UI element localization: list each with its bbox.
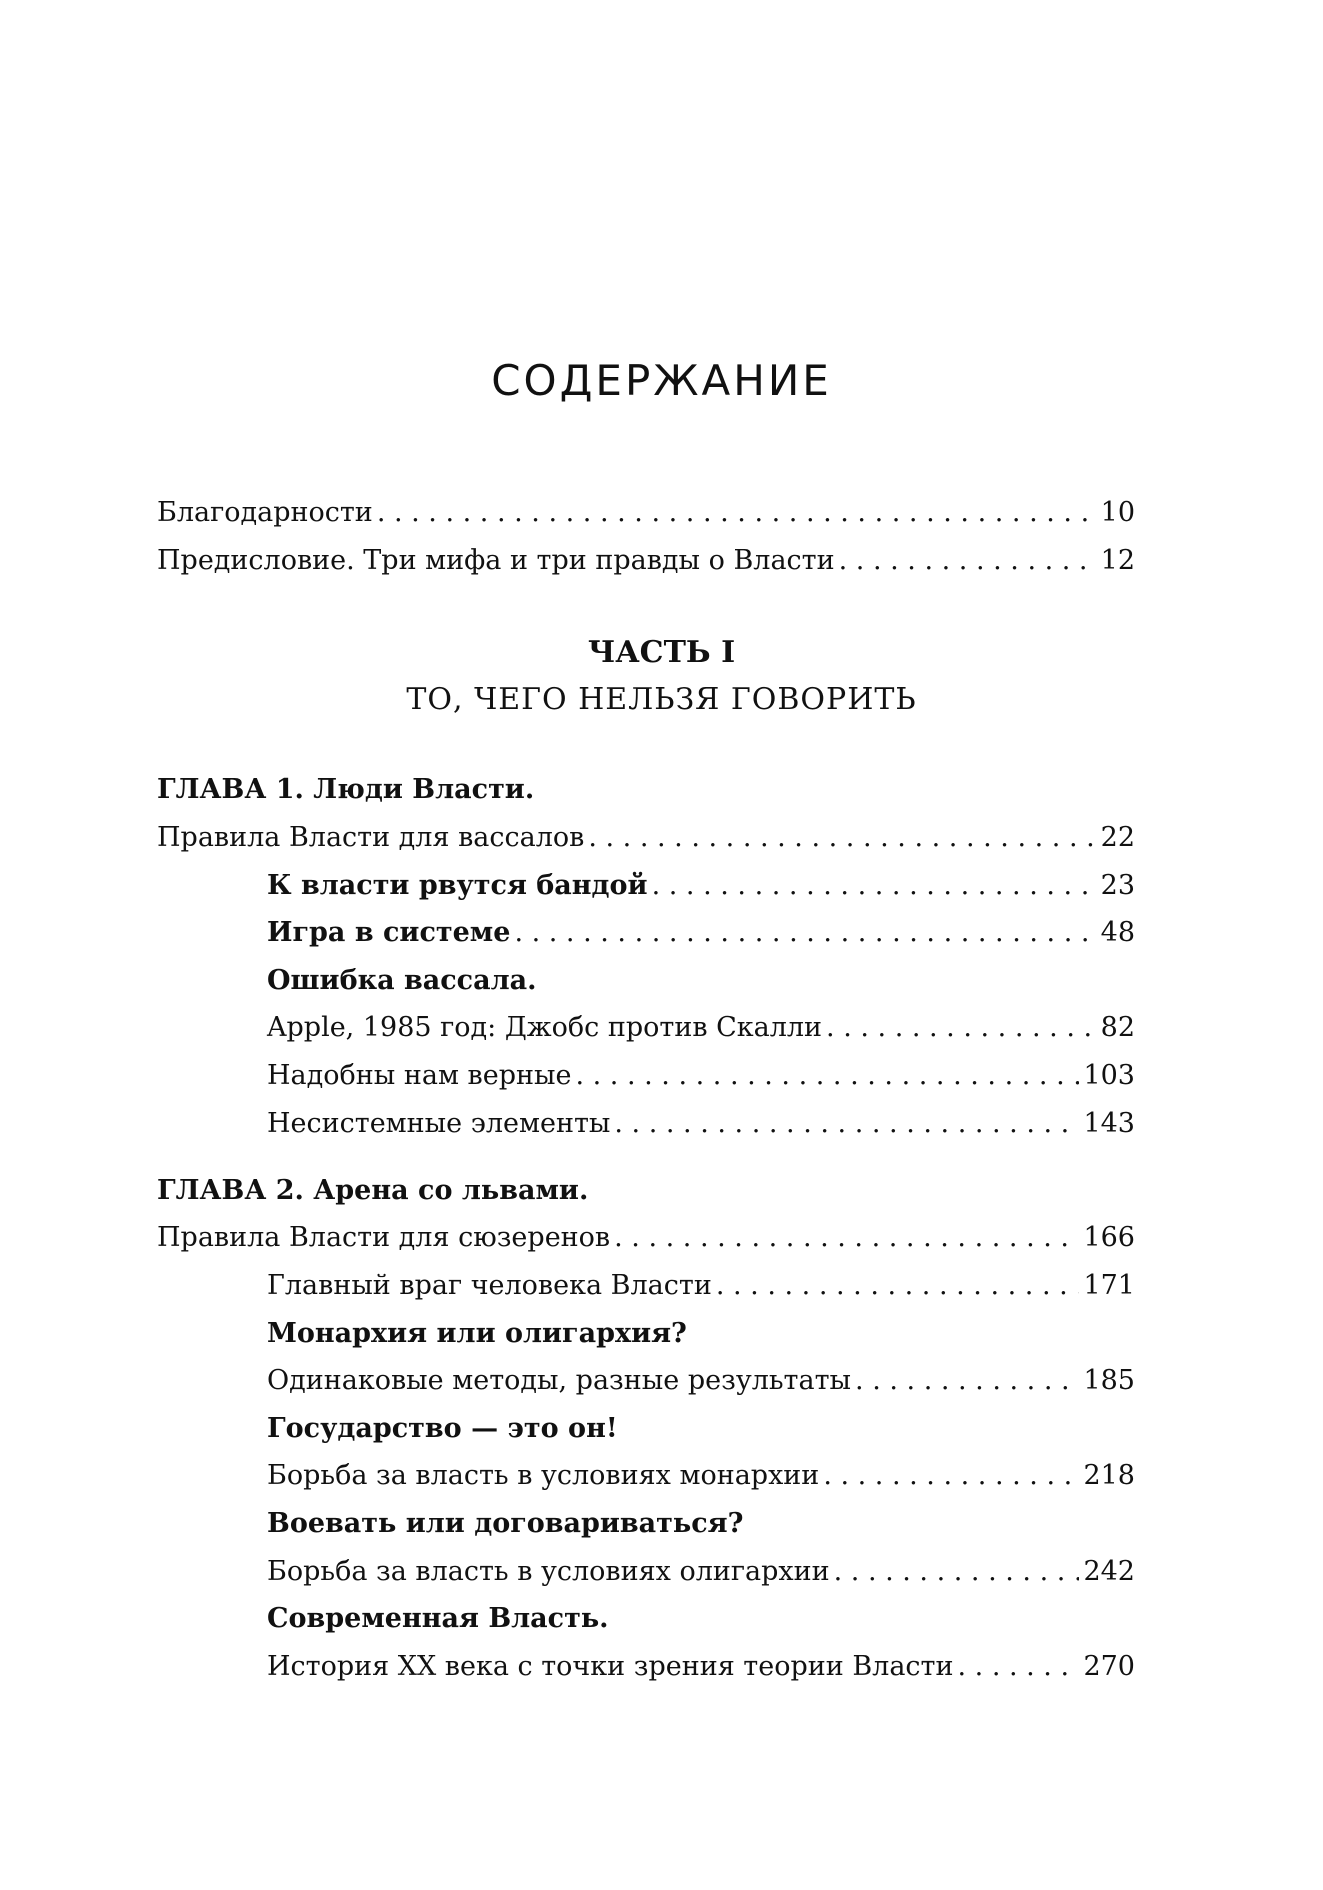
toc-entry[interactable] [157,822,1135,854]
part-title: ТО, ЧЕГО НЕЛЬЗЯ ГОВОРИТЬ [406,682,917,717]
section-heading: Современная Власть. [267,1603,609,1634]
chapter-1-heading: ГЛАВА 1. Люди Власти. [157,774,535,805]
dot-leader [377,497,1097,529]
toc-entry-title: Apple, 1985 год: Джобс против Скалли [267,1012,823,1043]
dot-leader [575,1060,1079,1092]
dot-leader [716,1270,1080,1302]
toc-entry-title: Правила Власти для сюзеренов [157,1222,611,1253]
toc-page-number: 22 [1100,822,1135,853]
page-title: СОДЕРЖАНИЕ [491,356,832,405]
toc-entry-title: История XX века с точки зрения теории Власти [267,1651,954,1682]
toc-page-number: 10 [1100,497,1135,528]
toc-page-number: 270 [1083,1651,1135,1682]
toc-page-number: 218 [1083,1460,1135,1491]
toc-entry[interactable] [267,870,1135,902]
dot-leader [652,870,1097,902]
toc-page-number: 185 [1083,1365,1135,1396]
dot-leader [588,822,1096,854]
toc-entry[interactable] [267,1012,1135,1044]
toc-page-number: 166 [1083,1222,1135,1253]
dot-leader [826,1012,1097,1044]
toc-entry-acknowledgements[interactable] [157,497,1135,529]
toc-entry-title: Предисловие. Три мифа и три правды о Власти [157,545,835,576]
dot-leader [855,1365,1079,1397]
toc-entry[interactable] [267,917,1135,949]
toc-page-number: 48 [1100,917,1135,948]
toc-page-number: 103 [1083,1060,1135,1091]
toc-page-number: 242 [1083,1556,1135,1587]
toc-page-number: 143 [1083,1108,1135,1139]
toc-entry-title: Несистемные элементы [267,1108,611,1139]
toc-entry-title: Борьба за власть в условиях монархии [267,1460,820,1491]
table-of-contents [157,0,1135,1890]
toc-entry[interactable] [267,1270,1135,1302]
toc-entry-title: К власти рвутся бандой [267,870,648,901]
toc-entry[interactable] [267,1556,1135,1588]
toc-entry[interactable] [267,1460,1135,1492]
toc-entry-title: Игра в системе [267,917,511,948]
toc-page-number: 12 [1100,545,1135,576]
toc-entry[interactable] [267,1365,1135,1397]
toc-page-number: 82 [1100,1012,1135,1043]
dot-leader [839,545,1097,577]
toc-entry[interactable] [267,1651,1135,1683]
toc-entry-title: Благодарности [157,497,373,528]
section-heading: Воевать или договариваться? [267,1508,744,1539]
dot-leader [614,1222,1079,1254]
dot-leader [823,1460,1079,1492]
section-heading: Монархия или олигархия? [267,1318,687,1349]
toc-page-number: 171 [1083,1270,1135,1301]
part-label: ЧАСТЬ I [587,635,736,670]
toc-entry[interactable] [267,1060,1135,1092]
toc-entry[interactable] [157,1222,1135,1254]
toc-entry-title: Правила Власти для вассалов [157,822,585,853]
toc-entry-title: Одинаковые методы, разные результаты [267,1365,852,1396]
chapter-2-heading: ГЛАВА 2. Арена со львами. [157,1175,589,1206]
toc-entry-preface[interactable] [157,545,1135,577]
toc-entry-title: Главный враг человека Власти [267,1270,712,1301]
dot-leader [614,1108,1079,1140]
dot-leader [957,1651,1079,1683]
dot-leader [834,1556,1080,1588]
toc-entry-title: Надобны нам верные [267,1060,572,1091]
toc-entry[interactable] [267,1108,1135,1140]
toc-page-number: 23 [1100,870,1135,901]
section-heading: Государство — это он! [267,1413,618,1444]
dot-leader [514,917,1096,949]
section-heading: Ошибка вассала. [267,965,537,996]
toc-entry-title: Борьба за власть в условиях олигархии [267,1556,830,1587]
